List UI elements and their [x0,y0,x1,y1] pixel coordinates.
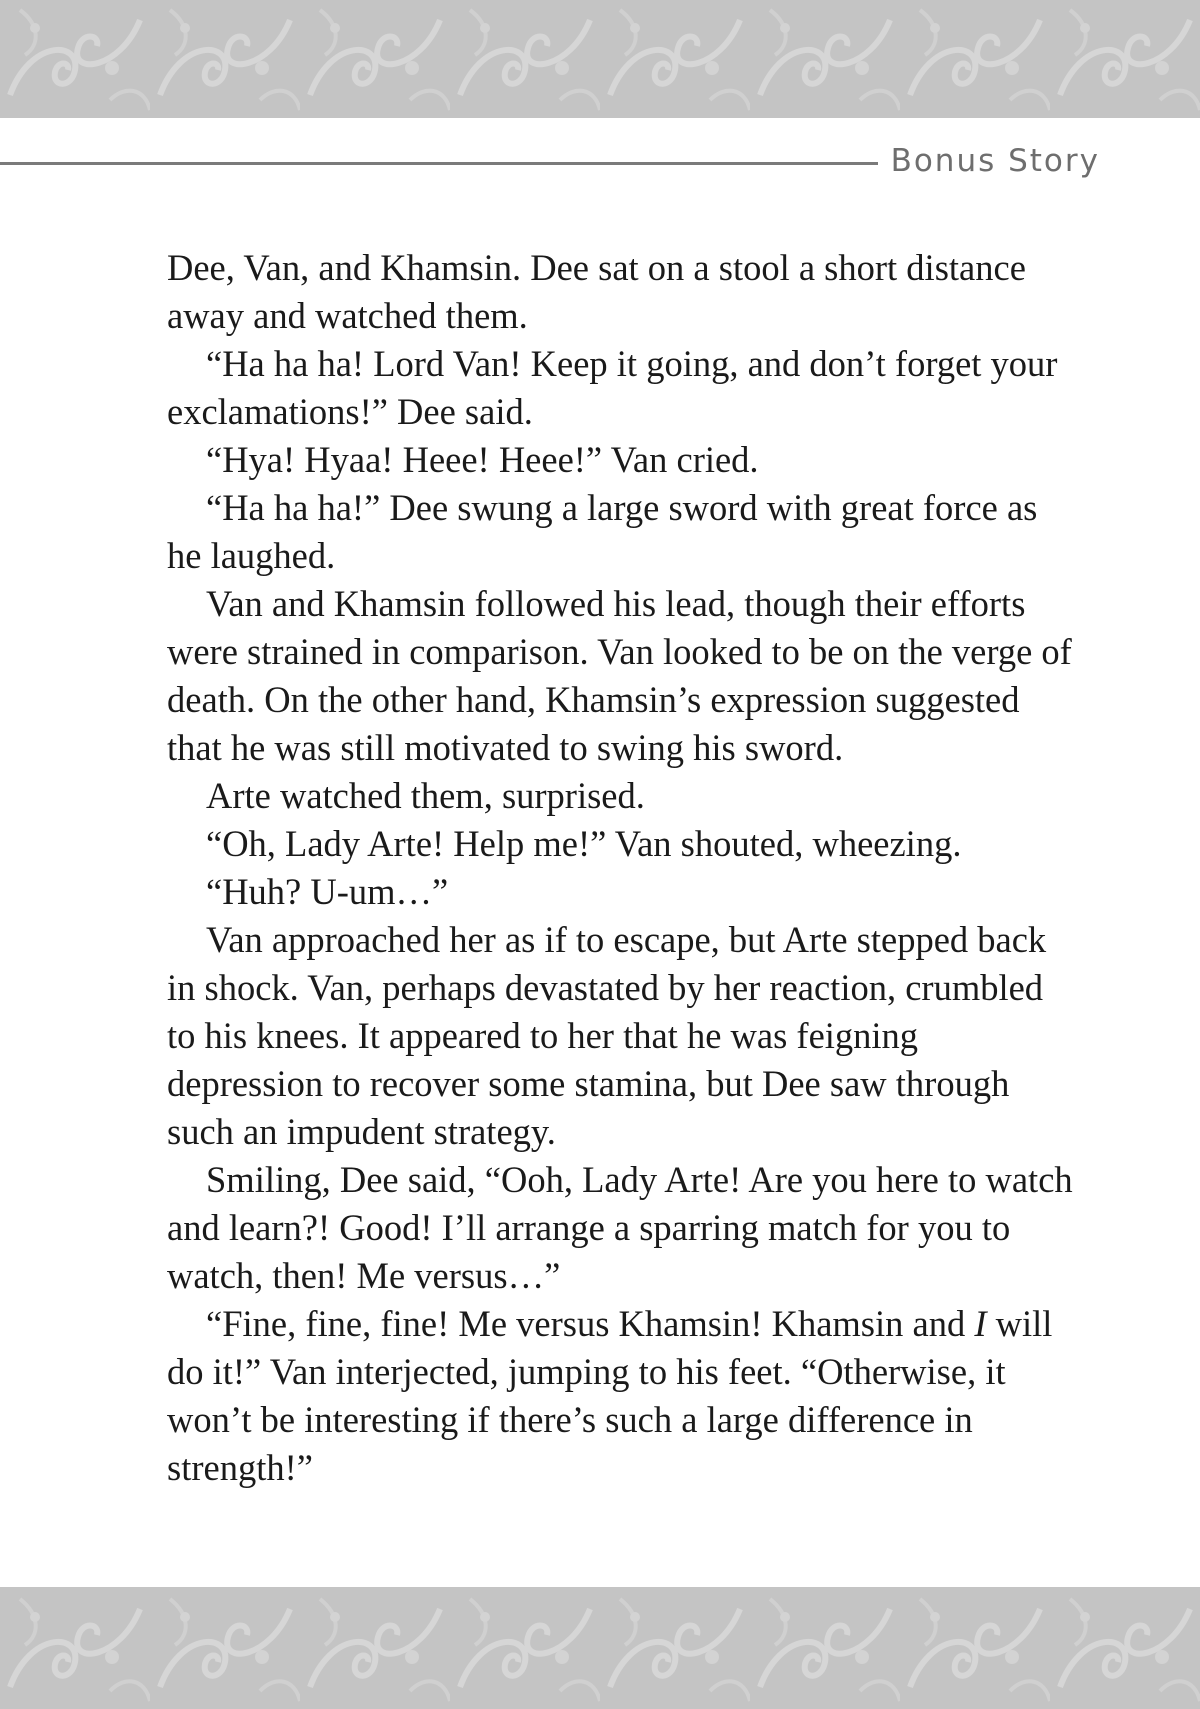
paragraph: Dee, Van, and Khamsin. Dee sat on a stool a short distance away and watched them. [167,247,1026,336]
paragraph: Van and Khamsin followed his lead, though their efforts were strained in comparison. Van looked to be on the verge of death. On the other hand, Khamsin’s expression suggested that he was still motivated to swing his sword. [167,583,1072,768]
paragraph: “Hya! Hyaa! Heee! Heee!” Van cried. [206,439,759,480]
italic-text: I [974,1303,987,1344]
header-rule [0,162,878,165]
text-segment: “Fine, fine, fine! Me versus Khamsin! Khamsin and [206,1303,975,1344]
paragraph: “Oh, Lady Arte! Help me!” Van shouted, wheezing. [206,823,962,864]
paragraph-last [167,1300,1073,1492]
damask-pattern [0,0,1200,118]
body-text [167,244,1073,1492]
top-ornamental-band [0,0,1200,118]
paragraph: Smiling, Dee said, “Ooh, Lady Arte! Are you here to watch and learn?! Good! I’ll arrange a sparring match for you to watch, then! Me versus…” [167,1159,1073,1296]
paragraph: “Ha ha ha!” Dee swung a large sword with great force as he laughed. [167,487,1038,576]
paragraph: “Huh? U-um…” [206,871,449,912]
text-segment: will do it!” Van interjected, jumping to his feet. “Otherwise, it won’t be interesting if there’s such a large difference in strength!” [167,1303,1053,1488]
paragraph: “Ha ha ha! Lord Van! Keep it going, and don’t forget your exclamations!” Dee said. [167,343,1058,432]
paragraph: Van approached her as if to escape, but Arte stepped back in shock. Van, perhaps devastated by her reaction, crumbled to his knees. It appeared to her that he was feigning depression to recover some stamina, but Dee saw through such an impudent strategy. [167,919,1047,1152]
bottom-ornamental-band [0,1587,1200,1709]
damask-pattern [0,1587,1200,1709]
running-head: Bonus Story [890,143,1100,179]
paragraph: Arte watched them, surprised. [206,775,645,816]
